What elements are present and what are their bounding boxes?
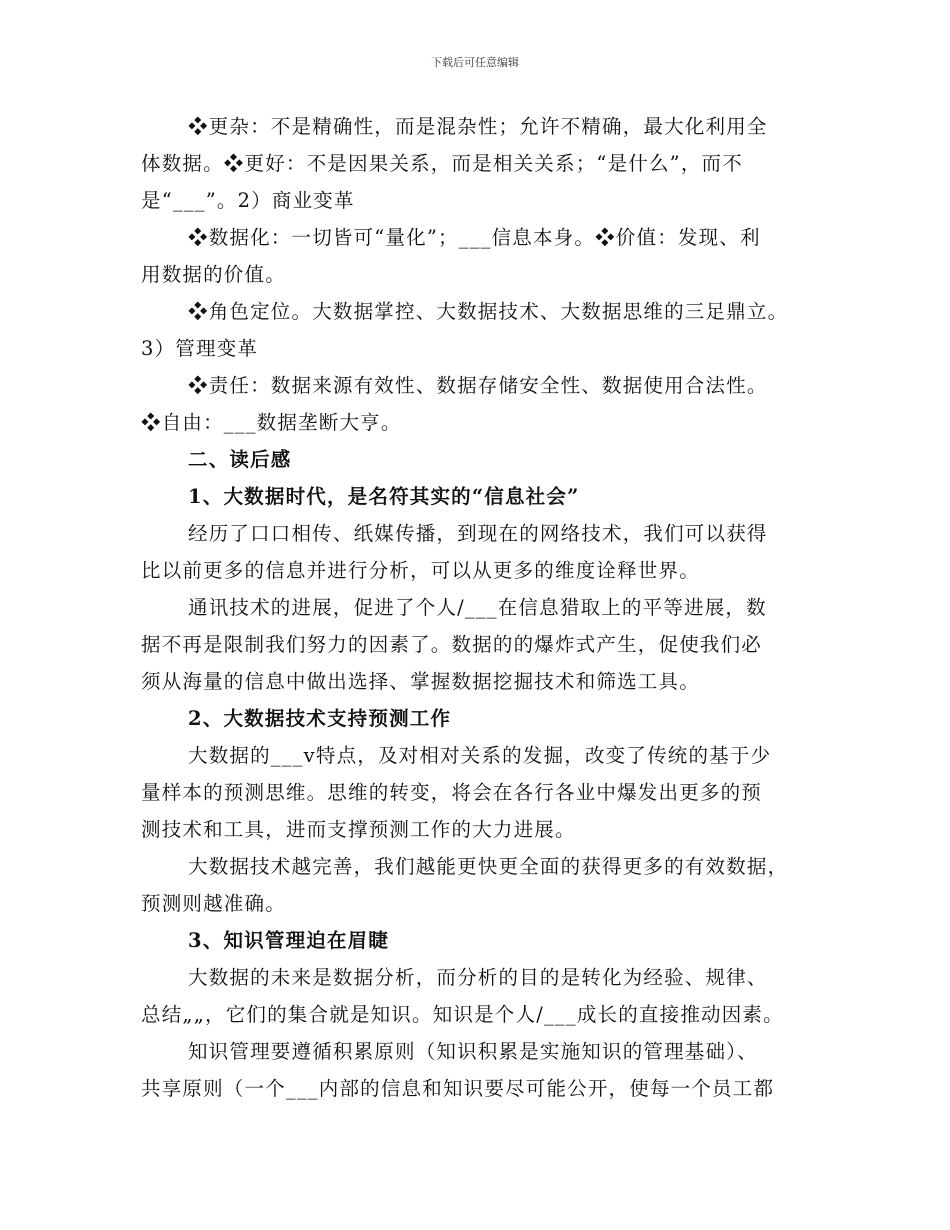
paragraph-line: 经历了口口相传、纸媒传播，到现在的网络技术，我们可以获得 bbox=[188, 522, 768, 545]
paragraph-line: 大数据的___v特点，及对相对关系的发掘，改变了传统的基于少 bbox=[188, 744, 772, 767]
subsection-heading: 3、知识管理迫在眉睫 bbox=[188, 929, 390, 952]
paragraph-line: 知识管理要遵循积累原则（知识积累是实施知识的管理基础）、 bbox=[188, 1040, 758, 1063]
paragraph-line: 大数据的未来是数据分析，而分析的目的是转化为经验、规律、 bbox=[188, 966, 768, 989]
paragraph-line: 总结„„，它们的集合就是知识。知识是个人/___成长的直接推动因素。 bbox=[141, 1003, 784, 1026]
paragraph-line: 用数据的价值。 bbox=[141, 263, 286, 286]
paragraph-line: 体数据。❖更好：不是因果关系，而是相关关系；“是什么”，而不 bbox=[141, 152, 743, 175]
paragraph-line: 是“___”。2）商业变革 bbox=[141, 189, 355, 212]
paragraph-line: 大数据技术越完善，我们越能更快更全面的获得更多的有效数据， bbox=[188, 855, 789, 878]
paragraph-line: 测技术和工具，进而支撑预测工作的大力进展。 bbox=[141, 818, 576, 841]
paragraph-line: 预测则越准确。 bbox=[141, 892, 286, 915]
paragraph-line: 共享原则（一个___内部的信息和知识要尽可能公开，使每一个员工都 bbox=[141, 1077, 775, 1100]
section-heading: 二、读后感 bbox=[188, 448, 292, 471]
paragraph-line: 比以前更多的信息并进行分析，可以从更多的维度诠释世界。 bbox=[141, 559, 700, 582]
paragraph-line: 须从海量的信息中做出选择、掌握数据挖掘技术和筛选工具。 bbox=[141, 670, 700, 693]
paragraph-line: ❖数据化：一切皆可“量化”；___信息本身。❖价值：发现、利 bbox=[188, 226, 761, 249]
paragraph-line: ❖角色定位。大数据掌控、大数据技术、大数据思维的三足鼎立。 bbox=[188, 300, 789, 323]
page-header: 下载后可任意编辑 bbox=[431, 56, 519, 69]
paragraph-line: ❖更杂：不是精确性，而是混杂性；允许不精确，最大化利用全 bbox=[188, 115, 768, 138]
paragraph-line: ❖责任：数据来源有效性、数据存储安全性、数据使用合法性。 bbox=[188, 374, 768, 397]
subsection-heading: 1、大数据时代，是名符其实的“信息社会” bbox=[188, 485, 580, 508]
subsection-heading: 2、大数据技术支持预测工作 bbox=[188, 707, 452, 730]
paragraph-line: 量样本的预测思维。思维的转变，将会在各行各业中爆发出更多的预 bbox=[141, 781, 763, 804]
paragraph-line: 据不再是限制我们努力的因素了。数据的的爆炸式产生，促使我们必 bbox=[141, 633, 763, 656]
paragraph-line: 通讯技术的进展，促进了个人/___在信息猎取上的平等进展，数 bbox=[188, 596, 767, 619]
paragraph-line: 3）管理变革 bbox=[141, 337, 259, 360]
paragraph-line: ❖自由：___数据垄断大亨。 bbox=[141, 411, 402, 434]
